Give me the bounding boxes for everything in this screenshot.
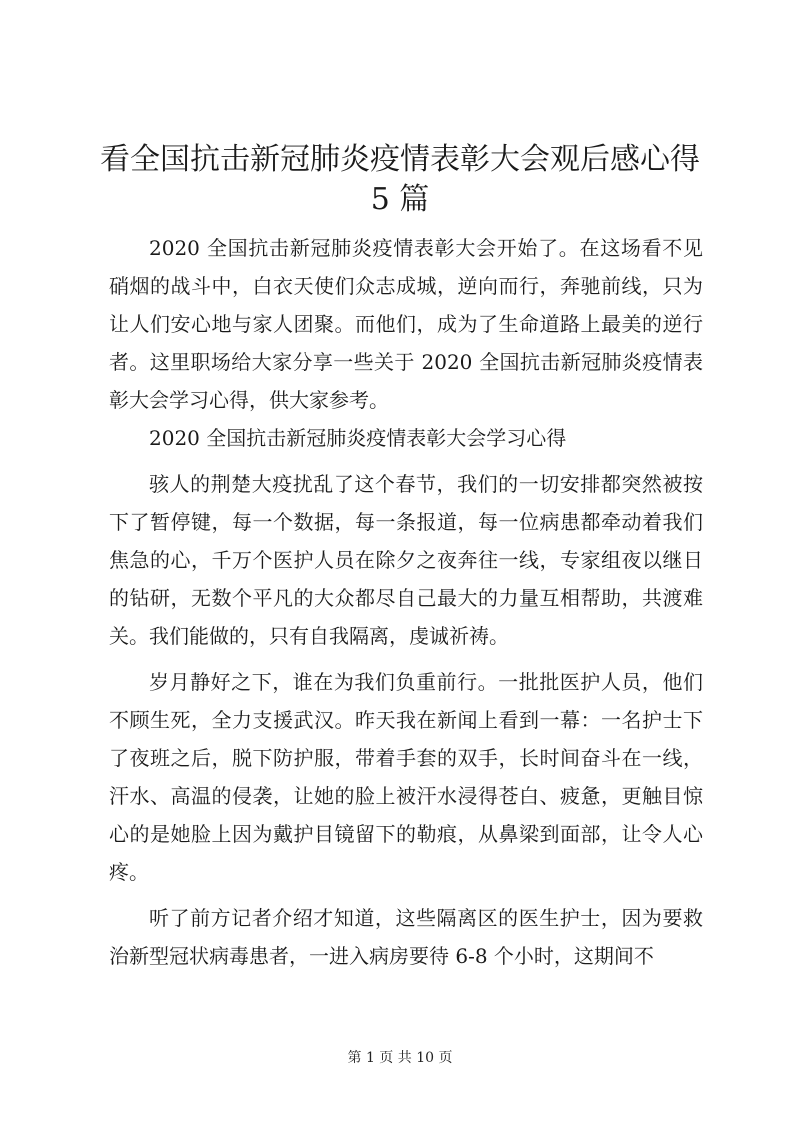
paragraph-body-1: 骇人的荆楚大疫扰乱了这个春节，我们的一切安排都突然被按下了暂停键，每一个数据，每一条报道，每一位病患都牵动着我们焦急的心，千万个医护人员在除夕之夜奔往一线，专家组夜以继日的钻研，无数个平凡的大众都尽自己最大的力量互相帮助，共渡难关。我们能做的，只有自我隔离，虔诚祈祷。 — [109, 472, 703, 648]
document-body — [109, 229, 703, 975]
paragraph-intro: 2020 全国抗击新冠肺炎疫情表彰大会开始了。在这场看不见硝烟的战斗中，白衣天使们众志成城，逆向而行，奔驰前线，只为让人们安心地与家人团聚。而他们，成为了生命道路上最美的逆行者。这里职场给大家分享一些关于 2020 全国抗击新冠肺炎疫情表彰大会学习心得，供大家参考。 — [109, 236, 703, 412]
document-title — [100, 140, 700, 220]
page-number-footer: 第 1 页 共 10 页 — [347, 1050, 453, 1066]
title-line-1: 看全国抗击新冠肺炎疫情表彰大会观后感心得 — [100, 142, 700, 177]
paragraph-body-2: 岁月静好之下，谁在为我们负重前行。一批批医护人员，他们不顾生死，全力支援武汉。昨天我在新闻上看到一幕：一名护士下了夜班之后，脱下防护服，带着手套的双手，长时间奋斗在一线，汗水、高温的侵袭，让她的脸上被汗水浸得苍白、疲惫，更触目惊心的是她脸上因为戴护目镜留下的勒痕，从鼻梁到面部，让令人心疼。 — [109, 670, 703, 884]
title-line-2: 5 篇 — [370, 182, 430, 217]
paragraph-body-3: 听了前方记者介绍才知道，这些隔离区的医生护士，因为要救治新型冠状病毒患者，一进入病房要待 6-8 个小时，这期间不 — [109, 906, 703, 968]
paragraph-subheading: 2020 全国抗击新冠肺炎疫情表彰大会学习心得 — [149, 426, 567, 450]
